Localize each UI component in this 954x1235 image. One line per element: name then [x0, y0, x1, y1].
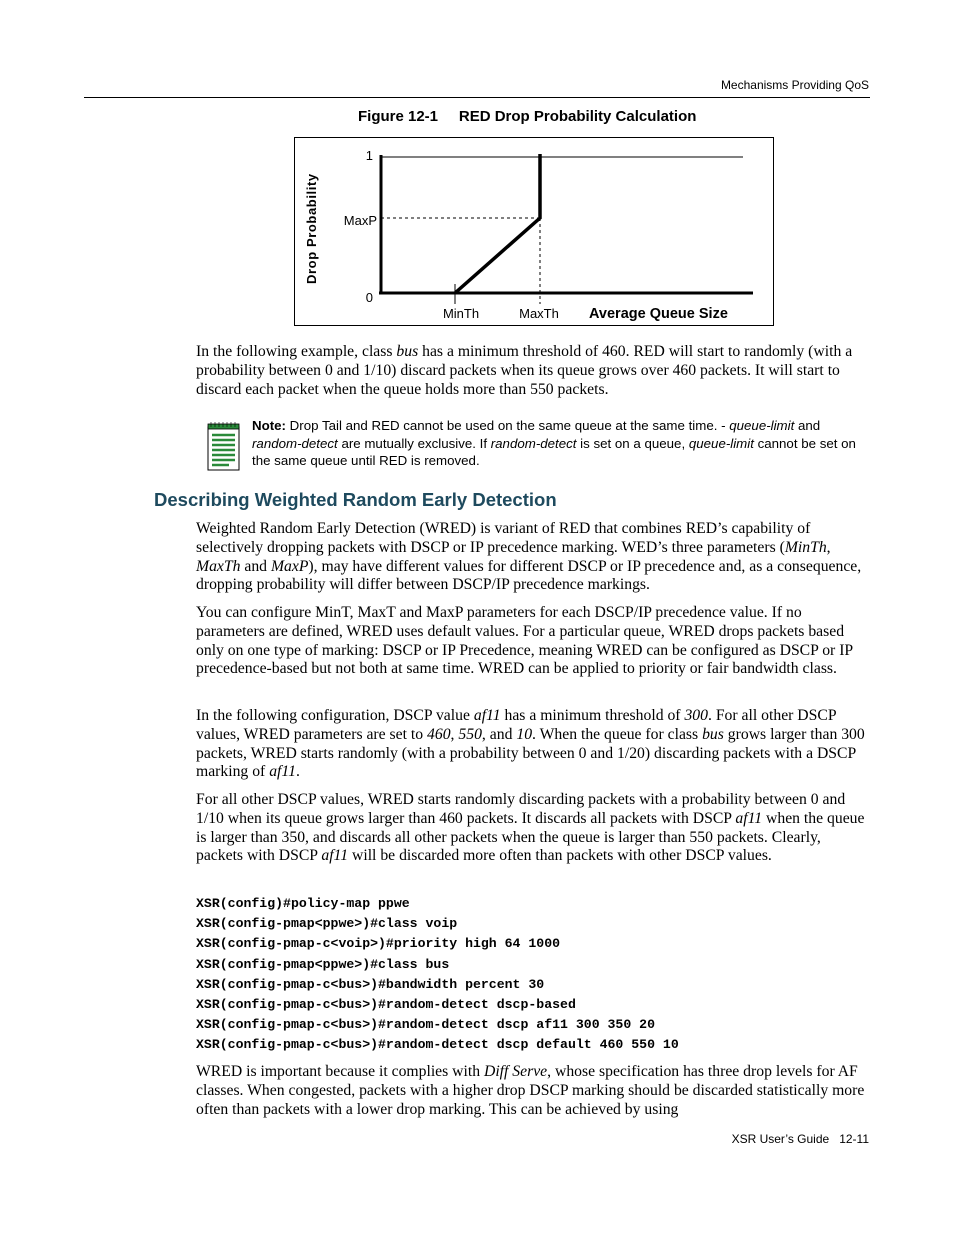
code-line: XSR(config-pmap<ppwe>)#class bus: [196, 956, 450, 972]
text-run: , whose specification has three drop levels for AF classes. When congested, packets with a higher drop DSCP marking should be discarded statistically more often than packets with a lower drop marking. This can be achieved by using: [196, 1063, 865, 1118]
figure-title: RED Drop Probability Calculation: [458, 108, 697, 125]
italic-run: 550: [458, 725, 482, 743]
guide-name: XSR User’s Guide: [731, 1132, 830, 1146]
text-run: is set on a queue,: [576, 435, 689, 451]
note-icon: [205, 421, 241, 471]
paragraph-other-dscp: [196, 791, 870, 866]
paragraph-dscp-af11: [196, 707, 870, 782]
code-line: XSR(config-pmap-c<bus>)#random-detect dscp af11 300 350 20: [196, 1017, 655, 1033]
code-line: XSR(config-pmap-c<bus>)#random-detect dscp default 460 550 10: [196, 1037, 679, 1053]
italic-run: MaxTh: [196, 557, 241, 575]
text-run: has a minimum threshold of: [500, 707, 685, 724]
text-run: when the queue is larger than 350, and discards all other packets when the queue is larger than 550 packets. Clearly, packets with DSCP: [196, 809, 865, 865]
section-heading: Describing Weighted Random Early Detection: [154, 489, 557, 510]
italic-run: 10: [516, 725, 533, 743]
italic-run: af11: [269, 763, 296, 781]
text-run: are mutually exclusive. If: [337, 435, 491, 451]
drop-probability-chart: [295, 138, 773, 325]
code-line: XSR(config-pmap<ppwe>)#class voip: [196, 916, 458, 932]
figure-frame: [294, 137, 774, 326]
text-run: In the following configuration, DSCP value: [196, 707, 474, 724]
paragraph-diffserv: [196, 1063, 870, 1119]
running-header: Mechanisms Providing QoS: [720, 78, 869, 92]
text-run: , and: [481, 725, 517, 743]
text-run: . When the queue for class: [532, 725, 703, 743]
italic-run: bus: [702, 725, 724, 743]
x-tick-minth: MinTh: [442, 306, 480, 321]
y-tick-zero: 0: [365, 290, 373, 305]
italic-run: 460: [427, 725, 451, 743]
italic-run: random-detect: [490, 435, 577, 451]
code-line: XSR(config-pmap-c<bus>)#random-detect dscp-based: [196, 997, 576, 1013]
figure-number: Figure 12-1: [358, 108, 439, 125]
text-run: has a minimum threshold of 460. RED will start to randomly (with a probability between 0 and 1/10) discard packets when its queue grows over 460 packets. It will start to discard each packet when the queue holds more than 550 packets.: [196, 343, 853, 398]
x-tick-maxth: MaxTh: [519, 306, 559, 321]
italic-run: af11: [321, 847, 349, 865]
italic-run: random-detect: [252, 435, 338, 451]
italic-run: MinTh: [784, 538, 827, 556]
text-run: and: [240, 557, 271, 575]
italic-run: 300: [684, 707, 708, 724]
page-footer: [732, 1132, 869, 1146]
code-line: XSR(config)#policy-map ppwe: [196, 896, 410, 911]
drop-probability-curve: [455, 154, 540, 293]
text-run: .: [295, 763, 300, 781]
text-run: Drop Tail and RED cannot be used on the same queue at the same time. -: [285, 418, 730, 433]
paragraph-red-example: [196, 343, 870, 399]
italic-run: queue-limit: [729, 418, 795, 433]
text-run: ), may have different values for different DSCP or IP precedence and, as a consequence, dropping probability will differ between DSCP/IP precedence markings.: [196, 557, 862, 594]
x-axis-title: Average Queue Size: [589, 306, 728, 322]
text-run: For all other DSCP values, WRED starts randomly discarding packets with a probability between 0 and 1/10 when its queue grows larger than 460 packets. It discards all packets with DSCP: [196, 791, 846, 827]
text-run: will be discarded more often than packets with other DSCP values.: [348, 847, 772, 865]
italic-run: queue-limit: [688, 435, 754, 451]
code-block: [196, 894, 679, 1056]
italic-run: af11: [735, 809, 763, 827]
italic-run: Diff Serve: [483, 1063, 548, 1080]
code-line: XSR(config-pmap-c<voip>)#priority high 64 1000: [196, 936, 561, 952]
figure-caption: [358, 108, 696, 125]
text-run: In the following example, class: [196, 343, 397, 360]
code-line: XSR(config-pmap-c<bus>)#bandwidth percent 30: [196, 976, 545, 992]
text-run: WRED is important because it complies with: [196, 1063, 484, 1080]
y-tick-maxp: MaxP: [343, 213, 377, 228]
text-run: ,: [826, 538, 831, 556]
text-run: cannot be set on the same queue until RED is removed.: [252, 435, 856, 468]
paragraph-wred-intro: [196, 520, 870, 595]
italic-run: MaxP: [270, 557, 309, 575]
y-tick-one: 1: [365, 148, 373, 163]
italic-run: af11: [473, 707, 501, 724]
header-rule: [84, 97, 870, 98]
text-run: Weighted Random Early Detection (WRED) is variant of RED that combines RED’s capability of selectively dropping packets with DSCP or IP precedence marking. WED’s three parameters (: [196, 520, 811, 556]
paragraph-wred-config: You can configure MinT, MaxT and MaxP parameters for each DSCP/IP precedence value. If no parameters are defined, WRED uses default values. For a particular queue, WRED drops packets based only on one type of marking: DSCP or IP Precedence, meaning WRED can be configured as DSCP or IP precedence-based but not both at same time. WRED can be applied to priority or fair bandwidth class.: [196, 604, 853, 678]
text-run: and: [794, 418, 821, 433]
y-axis-title: Drop Probability: [304, 173, 319, 284]
page-number: 12-11: [839, 1132, 869, 1146]
text-run: . For all other DSCP values, WRED parameters are set to: [196, 707, 836, 743]
text-run: grows larger than 300 packets, WRED starts randomly (with a probability between 0 and 1/20) discarding packets with a DSCP marking of: [196, 725, 865, 781]
italic-run: bus: [396, 343, 419, 360]
note-label: Note:: [252, 418, 286, 433]
text-run: ,: [450, 725, 459, 743]
note-text: [252, 417, 872, 470]
